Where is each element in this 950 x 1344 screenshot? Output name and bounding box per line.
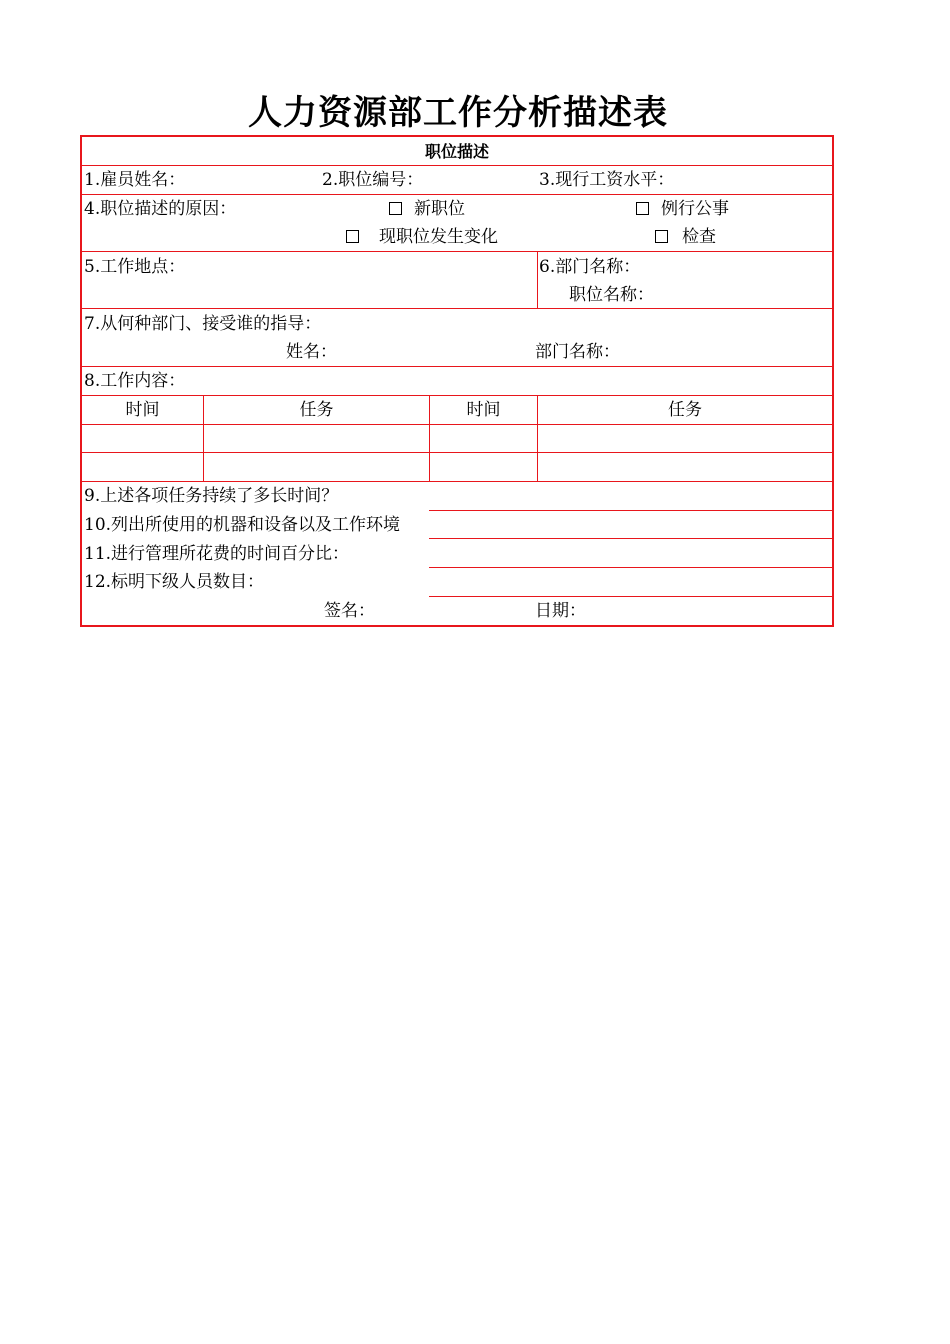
page-title: 人力资源部工作分析描述表 <box>248 93 668 133</box>
checkbox-icon[interactable] <box>655 230 668 243</box>
question-equipment: 10.列出所使用的机器和设备以及工作环境 <box>84 515 401 535</box>
job-description-form <box>80 135 834 627</box>
option-position-changed[interactable]: 现职位发生变化 <box>346 226 498 248</box>
supervisor-name-label: 姓名： <box>286 342 337 362</box>
checkbox-icon[interactable] <box>389 202 402 215</box>
column-header-time: 时间 <box>125 400 160 420</box>
question-management-time: 11.进行管理所花费的时间百分比： <box>84 544 350 564</box>
option-inspection[interactable]: 检查 <box>655 226 716 248</box>
date-label: 日期： <box>535 601 586 621</box>
supervisor-dept-label: 部门名称： <box>535 342 620 362</box>
option-routine[interactable]: 例行公事 <box>636 198 729 220</box>
checkbox-icon[interactable] <box>346 230 359 243</box>
work-content-label: 8.工作内容： <box>84 371 186 391</box>
question-subordinates: 12.标明下级人员数目： <box>84 572 265 592</box>
option-new-position[interactable]: 新职位 <box>389 198 465 220</box>
column-header-time: 时间 <box>466 400 501 420</box>
employee-name-label: 1.雇员姓名： <box>84 170 186 190</box>
column-header-task: 任务 <box>668 400 702 420</box>
current-wage-label: 3.现行工资水平： <box>539 170 675 190</box>
column-header-task: 任务 <box>299 400 334 420</box>
checkbox-icon[interactable] <box>636 202 649 215</box>
department-name-label: 6.部门名称： <box>539 257 641 277</box>
position-number-label: 2.职位编号： <box>322 170 424 190</box>
work-location-label: 5.工作地点： <box>84 257 186 277</box>
position-name-label: 职位名称： <box>569 285 654 305</box>
guidance-label: 7.从何种部门、接受谁的指导： <box>84 314 322 334</box>
signature-label: 签名： <box>324 601 375 621</box>
reason-label: 4.职位描述的原因： <box>84 199 237 219</box>
question-duration: 9.上述各项任务持续了多长时间？ <box>84 486 339 506</box>
section-header: 职位描述 <box>424 142 489 161</box>
